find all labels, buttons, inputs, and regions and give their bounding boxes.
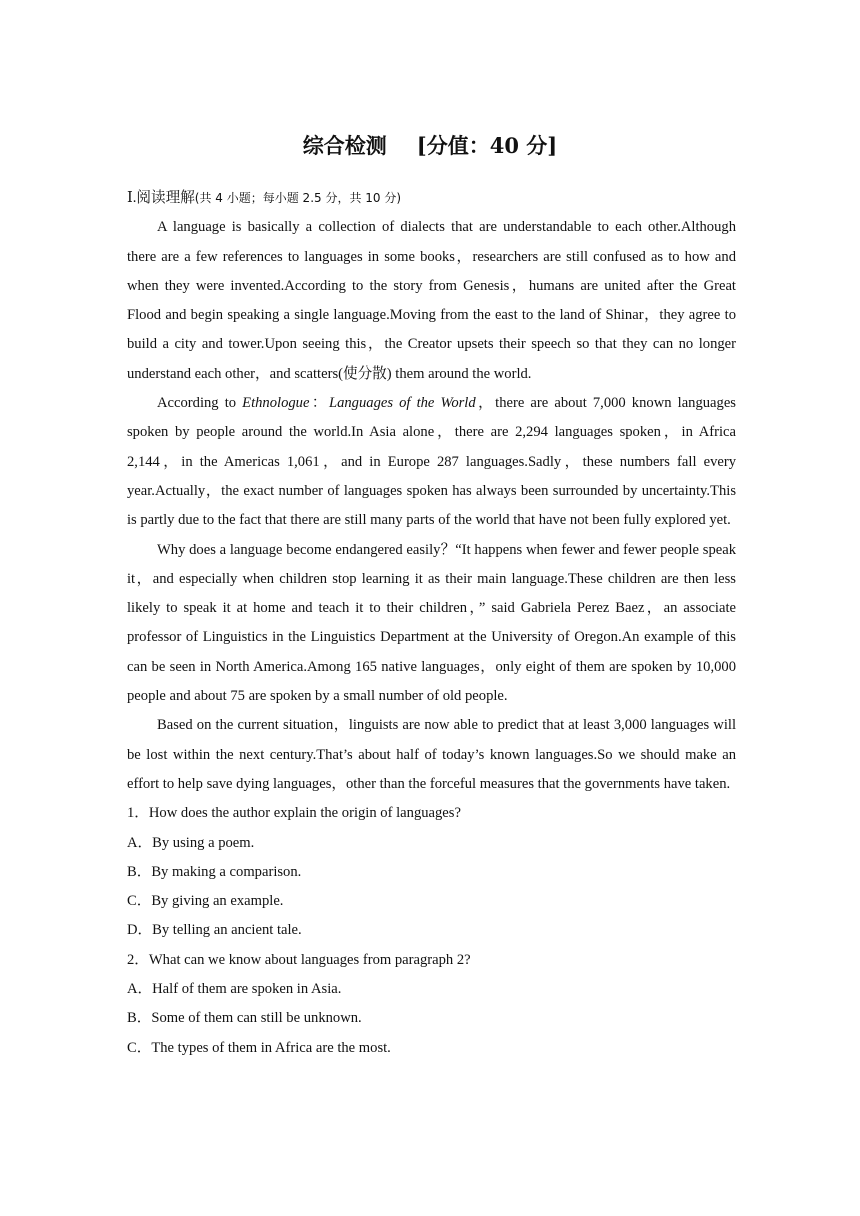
title-score: [分值：40 分] <box>416 133 558 158</box>
title-main: 综合检测 <box>302 133 387 158</box>
paragraph-2-lead: According to <box>157 395 243 412</box>
section-heading <box>127 184 736 213</box>
section-label: Ⅰ.阅读理解 <box>127 190 195 206</box>
question-2-option-c: C．The types of them in Africa are the most. <box>127 1039 391 1056</box>
section-note: (共 4 小题；每小题 2.5 分，共 10 分) <box>194 191 402 205</box>
question-1-option-c: C．By giving an example. <box>127 893 284 910</box>
question-1-option-a: A．By using a poem. <box>127 834 255 851</box>
source-colon: ： <box>309 395 329 412</box>
source-title: Ethnologue <box>242 395 310 412</box>
question-2-option-a: A．Half of them are spoken in Asia. <box>127 981 342 998</box>
question-1-stem: 1．How does the author explain the origin of languages? <box>127 805 461 822</box>
content <box>127 184 736 1063</box>
question-1-option-d: D．By telling an ancient tale. <box>127 922 302 939</box>
page-title <box>0 130 860 160</box>
passage-paragraph-4: Based on the current situation，linguists are now able to predict that at least 3,000 languages will be lost within the next century.That’s about half of today’s known languages.So we should make an effort to help save dying languages，other than the forceful measures that the governments have taken. <box>127 717 736 792</box>
question-2-stem: 2．What can we know about languages from paragraph 2? <box>127 951 471 968</box>
source-subtitle: Languages of the World <box>328 395 476 412</box>
question-2-option-b: B．Some of them can still be unknown. <box>127 1010 362 1027</box>
passage-paragraph-1: A language is basically a collection of dialects that are understandable to each other.Although there are a few references to languages in some books，researchers are still confused as to how and when they were invented.According to the story from Genesis，humans are united after the Great Flood and begin speaking a single language.Moving from the east to the land of Shinar，they agree to build a city and tower.Upon seeing this，the Creator upsets their speech so that they can no longer understand each other，and scatters(使分散) them around the world. <box>127 219 736 382</box>
passage-paragraph-3: Why does a language become endangered easily？“It happens when fewer and fewer people speak it，and especially when children stop learning it as their main language.These children are then less likely to speak it at home and teach it to their children，” said Gabriela Perez Baez，an associate professor of Linguistics in the Linguistics Department at the University of Oregon.An example of this can be seen in North America.Among 165 native languages，only eight of them are spoken by 10,000 people and about 75 are spoken by a small number of old people. <box>127 541 736 705</box>
question-1-option-b: B．By making a comparison. <box>127 863 302 880</box>
paragraph-2-body: ，there are about 7,000 known languages spoken by people around the world.In Asia alone，there are 2,294 languages spoken，in Africa 2,144，in the Americas 1,061，and in Europe 287 languages.Sadly，these numbers fall every year.Actually，the exact number of languages spoken has always been surrounded by uncertainty.This is partly due to the fact that there are still many parts of the world that have not been fully explored yet. <box>127 395 736 529</box>
passage-paragraph-2 <box>127 389 736 535</box>
